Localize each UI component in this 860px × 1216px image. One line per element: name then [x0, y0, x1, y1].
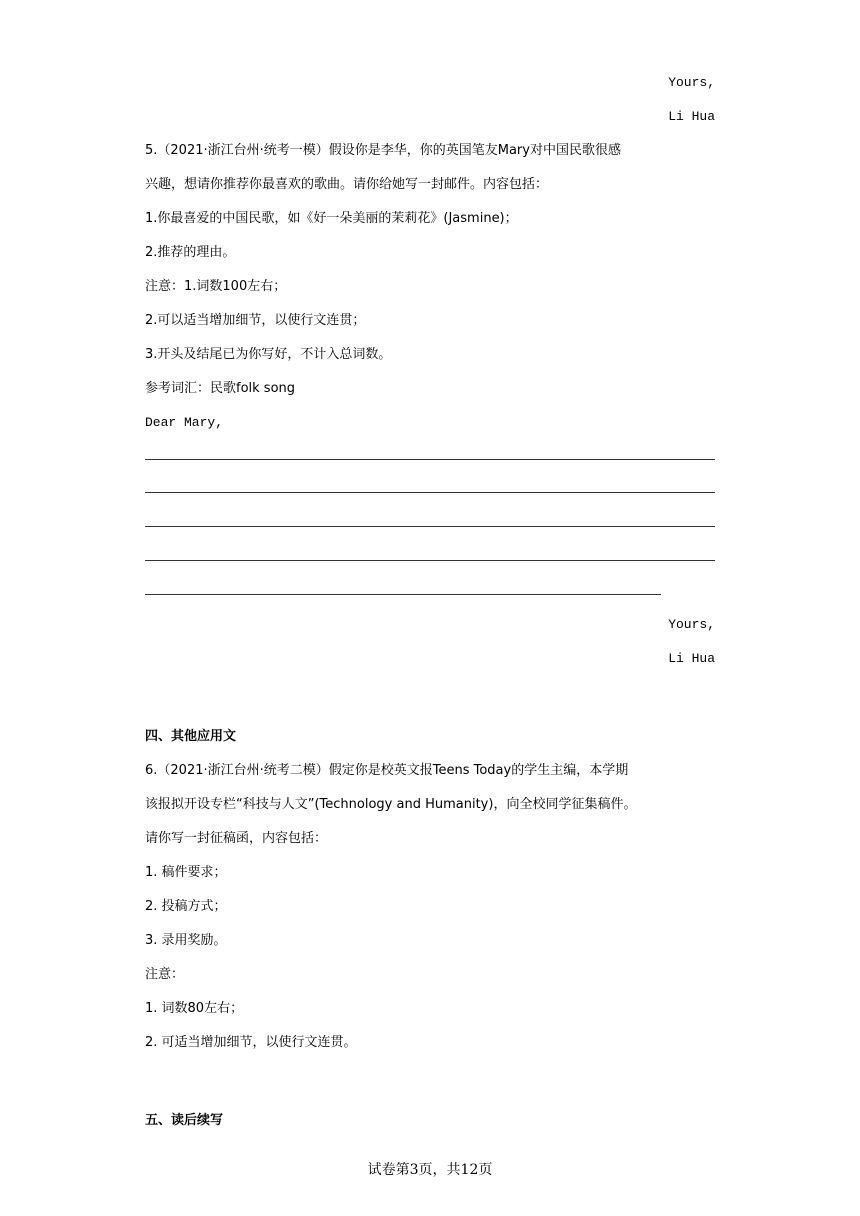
answer-line — [145, 594, 661, 595]
q6-stem-line1: 6.（2021·浙江台州·统考二模）假定你是校英文报Teens Today的学生主编，本学期 — [145, 763, 629, 778]
q5-note-1: 注意：1.词数100左右； — [145, 279, 287, 294]
q6-item-3: 3. 录用奖励。 — [145, 933, 227, 948]
section-5-heading: 五、读后续写 — [145, 1113, 224, 1128]
q5-closing-name: Li Hua — [668, 651, 715, 666]
q6-item-1: 1. 稿件要求； — [145, 865, 227, 880]
q6-item-2: 2. 投稿方式； — [145, 899, 227, 914]
q6-stem-line2: 该报拟开设专栏“科技与人文”(Technology and Humanity)，向全校同学征集稿件。 — [145, 797, 637, 812]
answer-line — [145, 560, 715, 561]
section-4-heading: 四、其他应用文 — [145, 729, 237, 744]
q5-closing-yours: Yours, — [668, 617, 715, 632]
closing-name: Li Hua — [668, 109, 715, 124]
q5-stem-line1: 5.（2021·浙江台州·统考一模）假设你是李华，你的英国笔友Mary对中国民歌很感 — [145, 143, 621, 158]
answer-line — [145, 459, 715, 460]
q5-greeting: Dear Mary, — [145, 415, 224, 430]
q6-stem-line3: 请你写一封征稿函，内容包括： — [145, 831, 328, 846]
page-footer: 试卷第3页，共12页 — [367, 1162, 493, 1178]
answer-line — [145, 492, 715, 493]
q5-note-3: 3.开头及结尾已为你写好，不计入总词数。 — [145, 347, 392, 362]
q5-vocab: 参考词汇：民歌folk song — [145, 381, 296, 396]
q5-item-1: 1.你最喜爱的中国民歌，如《好一朵美丽的茉莉花》(Jasmine)； — [145, 211, 518, 226]
answer-line — [145, 526, 715, 527]
q5-stem-line2: 兴趣，想请你推荐你最喜欢的歌曲。请你给她写一封邮件。内容包括： — [145, 177, 549, 192]
q5-note-2: 2.可以适当增加细节，以使行文连贯； — [145, 313, 366, 328]
q5-item-2: 2.推荐的理由。 — [145, 245, 236, 260]
q6-note-1: 1. 词数80左右； — [145, 1001, 244, 1016]
closing-yours: Yours, — [668, 75, 715, 90]
q6-note-2: 2. 可适当增加细节，以使行文连贯。 — [145, 1035, 357, 1050]
q6-note-label: 注意： — [145, 967, 185, 982]
